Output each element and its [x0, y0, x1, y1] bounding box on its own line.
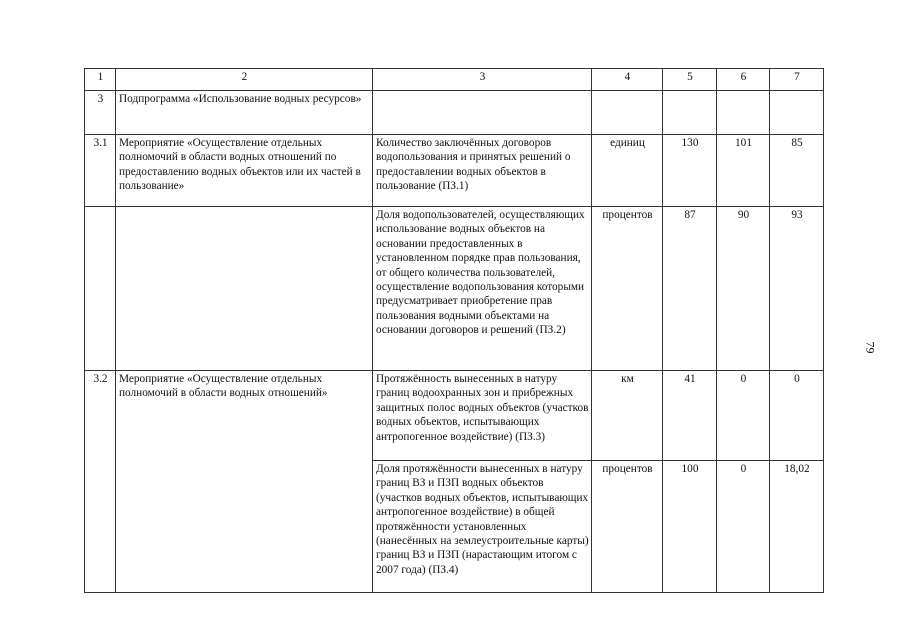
measure-cell — [116, 207, 373, 371]
unit-cell: процентов — [592, 461, 663, 593]
header-cell-6: 6 — [717, 69, 770, 91]
indicators-table — [84, 68, 824, 593]
unit-cell: единиц — [592, 135, 663, 207]
indicator-cell: Протяжённость вынесенных в натуру границ водоохранных зон и прибрежных защитных полос водных объектов (участков водных объектов, испытывающих антропогенное воздействие) (ПЗ.3) — [373, 371, 592, 461]
table-row — [85, 91, 824, 135]
value-cell-7: 0 — [770, 371, 824, 461]
table-row — [85, 207, 824, 371]
row-number-cell — [85, 207, 116, 371]
unit-cell: процентов — [592, 207, 663, 371]
header-row — [85, 69, 824, 91]
subprogram-title-cell: Подпрограмма «Использование водных ресурсов» — [116, 91, 373, 135]
unit-cell — [592, 91, 663, 135]
table-row — [85, 371, 824, 461]
header-cell-4: 4 — [592, 69, 663, 91]
value-cell-6: 0 — [717, 461, 770, 593]
value-cell-7: 85 — [770, 135, 824, 207]
value-cell-7 — [770, 91, 824, 135]
unit-cell: км — [592, 371, 663, 461]
value-cell-6 — [717, 91, 770, 135]
header-cell-7: 7 — [770, 69, 824, 91]
value-cell-5: 130 — [663, 135, 717, 207]
value-cell-7: 93 — [770, 207, 824, 371]
header-cell-5: 5 — [663, 69, 717, 91]
row-number-cell: 3.1 — [85, 135, 116, 207]
value-cell-6: 101 — [717, 135, 770, 207]
value-cell-5 — [663, 91, 717, 135]
page-number: 79 — [863, 341, 878, 354]
value-cell-5: 87 — [663, 207, 717, 371]
row-number-cell: 3 — [85, 91, 116, 135]
row-number-cell: 3.2 — [85, 371, 116, 593]
indicator-cell: Доля водопользователей, осуществляющих использование водных объектов на основании предоставленных в установленном порядке прав пользования, от общего количества пользователей, осуществление водопользования которыми предусматривает приобретение прав пользования водными объектами на основании договоров и решений (ПЗ.2) — [373, 207, 592, 371]
indicator-cell — [373, 91, 592, 135]
indicator-cell: Доля протяжённости вынесенных в натуру границ ВЗ и ПЗП водных объектов (участков водных объектов, испытывающих антропогенное воздействие) в общей протяжённости установленных (нанесённых на землеустроительные карты) границ ВЗ и ПЗП (нарастающим итогом с 2007 года) (ПЗ.4) — [373, 461, 592, 593]
indicator-cell: Количество заключённых договоров водопользования и принятых решений о предоставлении водных объектов в пользование (ПЗ.1) — [373, 135, 592, 207]
header-cell-1: 1 — [85, 69, 116, 91]
header-cell-3: 3 — [373, 69, 592, 91]
header-cell-2: 2 — [116, 69, 373, 91]
value-cell-6: 0 — [717, 371, 770, 461]
value-cell-7: 18,02 — [770, 461, 824, 593]
table-row — [85, 135, 824, 207]
value-cell-6: 90 — [717, 207, 770, 371]
measure-cell: Мероприятие «Осуществление отдельных полномочий в области водных отношений по предоставлению водных объектов или их частей в пользование» — [116, 135, 373, 207]
value-cell-5: 100 — [663, 461, 717, 593]
value-cell-5: 41 — [663, 371, 717, 461]
measure-cell: Мероприятие «Осуществление отдельных полномочий в области водных отношений» — [116, 371, 373, 593]
